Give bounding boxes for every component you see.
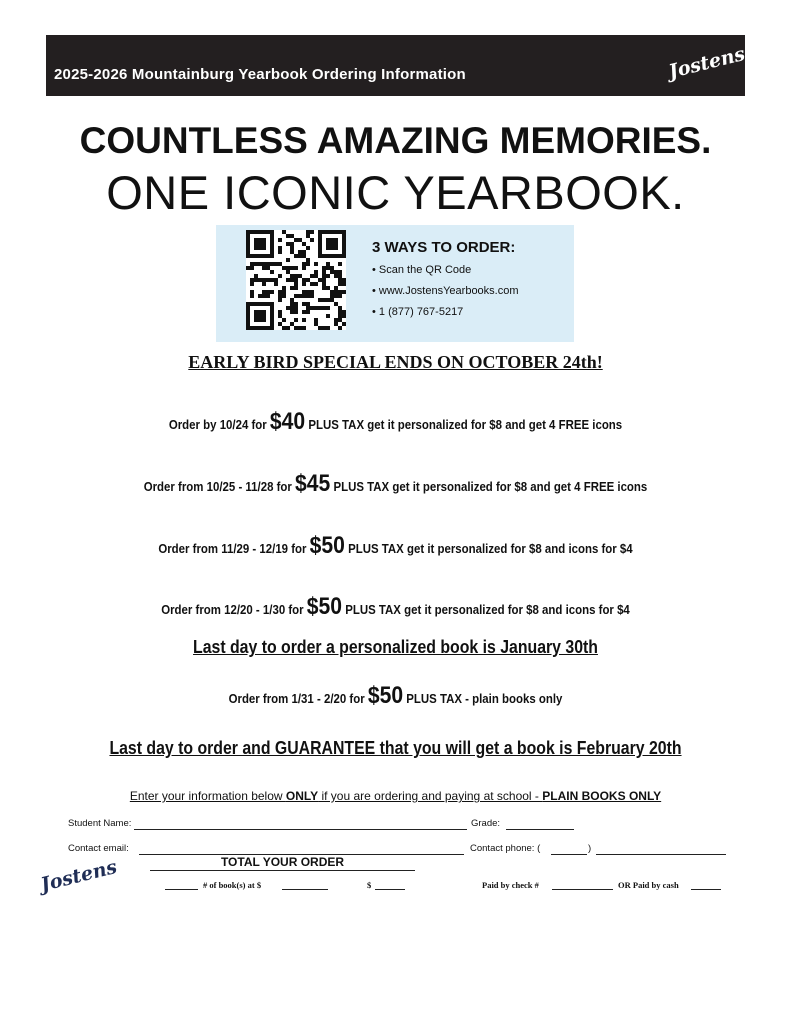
order-method-phone: • 1 (877) 767-5217 [372, 306, 464, 318]
enter-info-only: ONLY [285, 789, 319, 803]
cash-amount-field[interactable] [691, 889, 721, 890]
price-line-before: Order from 12/20 - 1/30 for [161, 602, 307, 617]
enter-info-part2: if you are ordering and paying at school - [318, 789, 543, 803]
price-line-before: Order from 10/25 - 11/28 for [143, 479, 296, 494]
books-label: # of book(s) at $ [203, 880, 262, 890]
student-name-field[interactable] [134, 829, 467, 830]
qr-code-icon [246, 230, 346, 330]
paid-by-cash-label: OR Paid by cash [618, 880, 679, 890]
order-methods-title: 3 WAYS TO ORDER: [372, 239, 516, 256]
contact-phone-field[interactable] [596, 854, 726, 855]
price-line-after: PLUS TAX get it personalized for $8 and get 4 FREE icons [305, 417, 623, 432]
price-amount: $50 [367, 682, 404, 709]
qr-code-graphic [246, 230, 346, 330]
headline-line1: COUNTLESS AMAZING MEMORIES. [79, 120, 712, 161]
price-line-after: PLUS TAX get it personalized for $8 and get 4 FREE icons [330, 479, 648, 494]
price-line-3 [47, 532, 743, 560]
student-name-label: Student Name: [68, 818, 132, 829]
contact-phone-label: Contact phone: ( [470, 843, 541, 854]
grade-label: Grade: [471, 818, 501, 829]
early-bird-heading: EARLY BIRD SPECIAL ENDS ON OCTOBER 24th! [188, 352, 603, 372]
enter-info-instructions [0, 789, 791, 803]
price-line-before: Order from 11/29 - 12/19 for [158, 541, 310, 556]
book-price-field[interactable] [282, 889, 328, 890]
price-line-before: Order by 10/24 for [168, 417, 270, 432]
paid-by-check-label: Paid by check # [482, 880, 539, 890]
price-line-before: Order from 1/31 - 2/20 for [228, 691, 368, 706]
price-line-after: PLUS TAX get it personalized for $8 and icons for $4 [344, 541, 633, 556]
price-amount: $50 [309, 532, 345, 559]
price-line-5 [47, 682, 743, 710]
enter-info-part1: Enter your information below [129, 789, 286, 803]
order-method-qr: • Scan the QR Code [372, 264, 472, 276]
order-method-website: • www.JostensYearbooks.com [372, 285, 519, 297]
total-order-divider [150, 870, 415, 871]
dollar-label: $ [367, 880, 372, 890]
guarantee-deadline-notice: Last day to order and GUARANTEE that you will get a book is February 20th [109, 738, 682, 758]
phone-area-code-field[interactable] [551, 854, 587, 855]
price-line-4 [47, 593, 743, 621]
phone-close-paren: ) [588, 843, 592, 854]
contact-email-label: Contact email: [68, 843, 129, 854]
header-title: 2025-2026 Mountainburg Yearbook Ordering Information [54, 66, 466, 83]
price-line-after: PLUS TAX get it personalized for $8 and icons for $4 [342, 602, 630, 617]
book-count-field[interactable] [165, 889, 198, 890]
total-amount-field[interactable] [375, 889, 405, 890]
price-line-after: PLUS TAX - plain books only [403, 691, 563, 706]
grade-field[interactable] [506, 829, 574, 830]
price-line-1 [47, 408, 743, 436]
check-number-field[interactable] [552, 889, 613, 890]
price-line-2 [47, 470, 743, 498]
price-amount: $50 [306, 593, 343, 620]
total-order-label: TOTAL YOUR ORDER [220, 855, 345, 869]
jostens-logo: Jostens [666, 42, 748, 84]
enter-info-plain: PLAIN BOOKS ONLY [542, 789, 662, 803]
headline-line2: ONE ICONIC YEARBOOK. [106, 166, 685, 219]
price-amount: $45 [295, 470, 331, 497]
personalized-deadline-notice: Last day to order a personalized book is January 30th [193, 637, 598, 657]
jostens-footer-logo: Jostens [38, 855, 120, 897]
price-amount: $40 [269, 408, 306, 435]
